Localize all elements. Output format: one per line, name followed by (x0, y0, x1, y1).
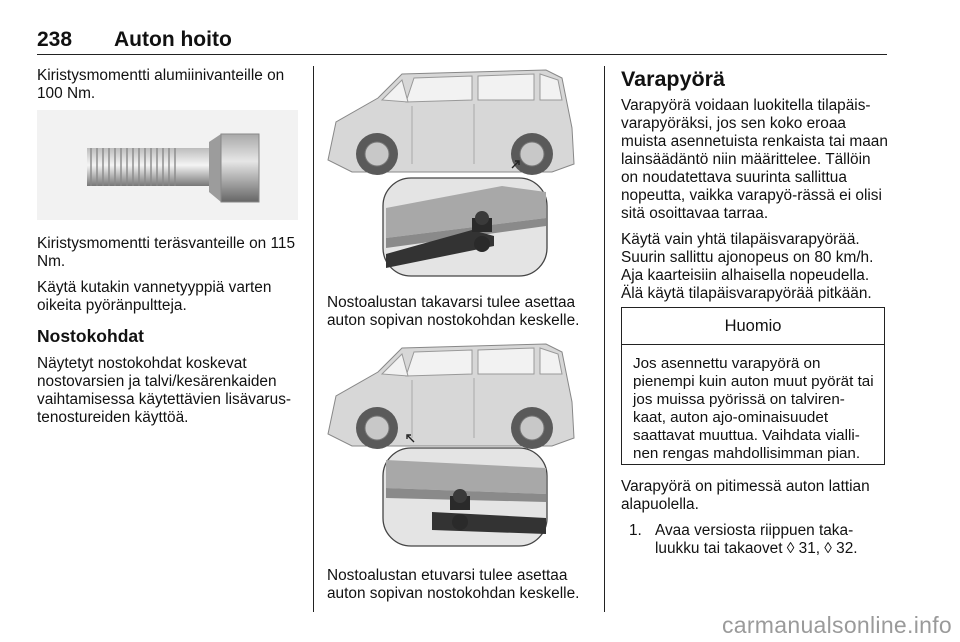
caution-box (621, 307, 885, 465)
caution-title: Huomio (622, 308, 884, 345)
rear-lift-point-illustration (322, 68, 584, 278)
right-column (621, 67, 889, 311)
spare-wheel-text-2: Käytä vain yhtä tilapäisvarapyörää. Suurin sallittu ajonopeus on 80 km/h. Aja kaarteisiin alhaisella nopeudella. Älä käytä tilapäisvarapyörää pitkään. (621, 231, 874, 302)
spare-wheel-text-1: Varapyörä voidaan luokitella tilapäis-varapyöräksi, jos sen koko eroaa muista asennetuista renkaista tai maan lainsäädäntö niin määrittelee. Tällöin on noudatettava suurinta sallittua nopeutta, vaikka varapyö-rässä ei olisi sitä osoittavaa tarraa. (621, 97, 888, 222)
front-lift-point-illustration (322, 342, 584, 552)
column-divider-2 (604, 66, 605, 612)
lifting-points-text: Näytetyt nostokohdat koskevat nostovarsien ja talvi/kesärenkaiden vaihtamisessa käytettävien lisävarus-tenostureiden käyttöä. (37, 355, 292, 426)
caution-text: Jos asennettu varapyörä on pienempi kuin auton muut pyörät tai jos muissa pyörissä on talviren-kaat, auton ajo-ominaisuudet saattavat muuttua. Vaihdata vialli-nen rengas mahdollisimman pian. (633, 355, 874, 462)
torque-alu-text: Kiristysmomentti alumiinivanteille on 100 Nm. (37, 67, 285, 102)
page-header (37, 28, 887, 55)
left-column (37, 67, 305, 111)
rear-lift-caption: Nostoalustan takavarsi tulee asettaa auton sopivan nostokohdan keskelle. (327, 294, 580, 329)
right-column-lower (621, 478, 889, 558)
torque-steel-text: Kiristysmomentti teräsvanteille on 115 Nm. (37, 235, 296, 270)
spare-wheel-location-text: Varapyörä on pitimessä auton lattian alapuolella. (621, 478, 870, 513)
section-title: Auton hoito (114, 28, 232, 51)
lifting-points-heading: Nostokohdat (37, 326, 144, 346)
procedure-list (629, 522, 889, 558)
front-lift-caption: Nostoalustan etuvarsi tulee asettaa auton sopivan nostokohdan keskelle. (327, 567, 580, 602)
left-column-lower (37, 235, 305, 435)
step-number: 1. (629, 522, 642, 539)
bolt-note-text: Käytä kutakin vannetyyppiä varten oikeita pyöränpultteja. (37, 279, 272, 314)
step-text: Avaa versiosta riippuen taka-luukku tai takaovet ◊ 31, ◊ 32. (655, 522, 858, 557)
page-number: 238 (37, 28, 73, 51)
wheel-bolt-illustration (37, 110, 298, 220)
spare-wheel-heading: Varapyörä (621, 67, 725, 91)
column-divider-1 (313, 66, 314, 612)
watermark: carmanualsonline.info (721, 612, 952, 638)
list-item (629, 522, 889, 558)
